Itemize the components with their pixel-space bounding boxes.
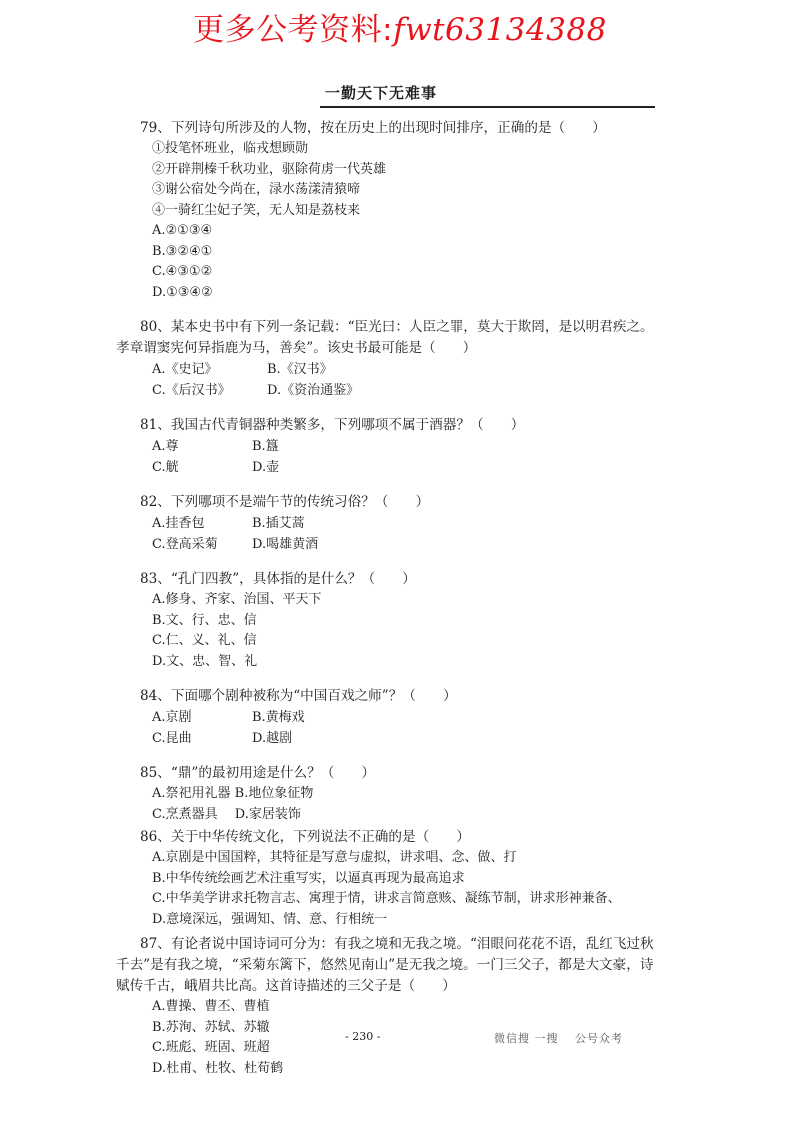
question-stem: 81、我国古代青铜器种类繁多，下列哪项不属于酒器？（ ）	[140, 417, 525, 433]
header-rule	[320, 106, 655, 108]
option-row	[116, 534, 661, 555]
answer-option: A.祭祀用礼器 B.地位象征物	[152, 786, 314, 801]
page-header-title: 一勤天下无难事	[325, 84, 438, 102]
answer-option: A.京剧是中国国粹，其特征是写意与虚拟，讲求唱、念、做、打	[152, 850, 517, 865]
answer-option: B.③②④①	[152, 243, 213, 259]
question-stem: 80、某本史书中有下列一条记载：“臣光曰：人臣之罪，莫大于欺罔，是以明君疾之。孝章谓窦宪何异指鹿为马，善矣”。该史书最可能是（ ）	[116, 319, 654, 356]
question-stem: 87、有论者说中国诗词可分为：有我之境和无我之境。“泪眼问花花不语，乱红飞过秋千去”是有我之境，“采菊东篱下，悠然见南山”是无我之境。一门三父子，都是大文豪，诗赋传千古，峨眉共比高。这首诗描述的三父子是（ ）	[116, 936, 654, 994]
question-81	[116, 415, 661, 478]
watermark-prefix: 更多公考资料:	[193, 12, 394, 48]
answer-option: D.①③④②	[152, 284, 213, 300]
question-list	[116, 118, 661, 1093]
option-row	[116, 380, 661, 401]
answer-option: A.②①③④	[152, 223, 213, 238]
answer-option: B.《汉书》	[267, 362, 333, 377]
answer-option: D.意境深远，强调知、情、意、行相统一	[152, 911, 388, 927]
question-86	[116, 827, 661, 930]
question-80	[116, 317, 661, 401]
answer-option: D.喝雄黄酒	[252, 537, 319, 552]
answer-option: A.《史记》	[152, 362, 218, 377]
answer-option: B.中华传统绘画艺术注重写实，以逼真再现为最高追求	[152, 870, 465, 886]
question-line: ①投笔怀班业，临戎想顾勋	[152, 141, 309, 156]
question-stem: 86、关于中华传统文化，下列说法不正确的是（ ）	[140, 829, 470, 845]
question-stem: 79、下列诗句所涉及的人物，按在历史上的出现时间排序，正确的是（ ）	[140, 120, 606, 136]
answer-option: A.修身、齐家、治国、平天下	[152, 592, 322, 607]
answer-option: B.簋	[252, 439, 279, 454]
question-83	[116, 569, 661, 672]
watermark	[0, 4, 800, 49]
answer-option: D.杜甫、杜牧、杜荀鹤	[152, 1060, 284, 1076]
question-stem: 83、“孔门四教”，具体指的是什么？（ ）	[140, 571, 416, 587]
answer-option: B.文、行、忠、信	[152, 612, 257, 628]
answer-option: C.中华美学讲求托物言志、寓理于情，讲求言简意赅、凝练节制，讲求形神兼备、	[152, 891, 621, 906]
question-84	[116, 686, 661, 749]
question-stem: 82、下列哪项不是端午节的传统习俗？（ ）	[140, 494, 430, 510]
answer-option: A.京剧	[152, 710, 192, 725]
answer-option: C.登高采菊	[152, 537, 218, 552]
answer-option: C.烹煮器具 D.家居装饰	[152, 806, 301, 822]
question-87	[116, 934, 661, 1079]
answer-option: B.黄梅戏	[252, 710, 305, 725]
answer-option: A.曹操、曹丕、曹植	[152, 999, 270, 1014]
answer-option: D.越剧	[252, 731, 293, 746]
option-row	[116, 436, 661, 457]
answer-option: C.觥	[152, 460, 179, 475]
question-line: ④一骑红尘妃子笑，无人知是荔枝来	[152, 202, 361, 218]
answer-option: B.插艾蒿	[252, 516, 305, 531]
answer-option: D.文、忠、智、礼	[152, 653, 258, 669]
option-row	[116, 457, 661, 478]
answer-option: A.尊	[152, 439, 179, 454]
answer-option: C.昆曲	[152, 731, 192, 746]
answer-option: A.挂香包	[152, 516, 205, 531]
answer-option: C.《后汉书》	[152, 383, 231, 398]
answer-option: B.苏洵、苏轼、苏辙	[152, 1019, 270, 1035]
answer-option: D.壶	[252, 460, 280, 475]
question-82	[116, 492, 661, 555]
option-row	[116, 707, 661, 728]
question-line: ③谢公宿处今尚在，渌水荡漾清猿啼	[152, 182, 361, 197]
question-stem: 84、下面哪个剧种被称为“中国百戏之师”？（ ）	[140, 688, 457, 704]
question-stem: 85、“鼎”的最初用途是什么？（ ）	[140, 765, 376, 781]
footer-note: 微信搜 一搜 公号众考	[494, 1032, 623, 1045]
answer-option: C.仁、义、礼、信	[152, 633, 257, 648]
answer-option: C.班彪、班固、班超	[152, 1040, 270, 1055]
question-85	[116, 763, 661, 825]
question-line: ②开辟荆榛千秋功业，驱除荷虏一代英雄	[152, 161, 387, 177]
question-79	[116, 118, 661, 303]
page-number: - 230 -	[345, 1030, 381, 1043]
option-row	[116, 728, 661, 749]
option-row	[116, 513, 661, 534]
answer-option: C.④③①②	[152, 264, 213, 279]
answer-option: D.《资治通鉴》	[267, 383, 360, 398]
option-row	[116, 359, 661, 380]
watermark-code: fwt63134388	[393, 12, 607, 48]
